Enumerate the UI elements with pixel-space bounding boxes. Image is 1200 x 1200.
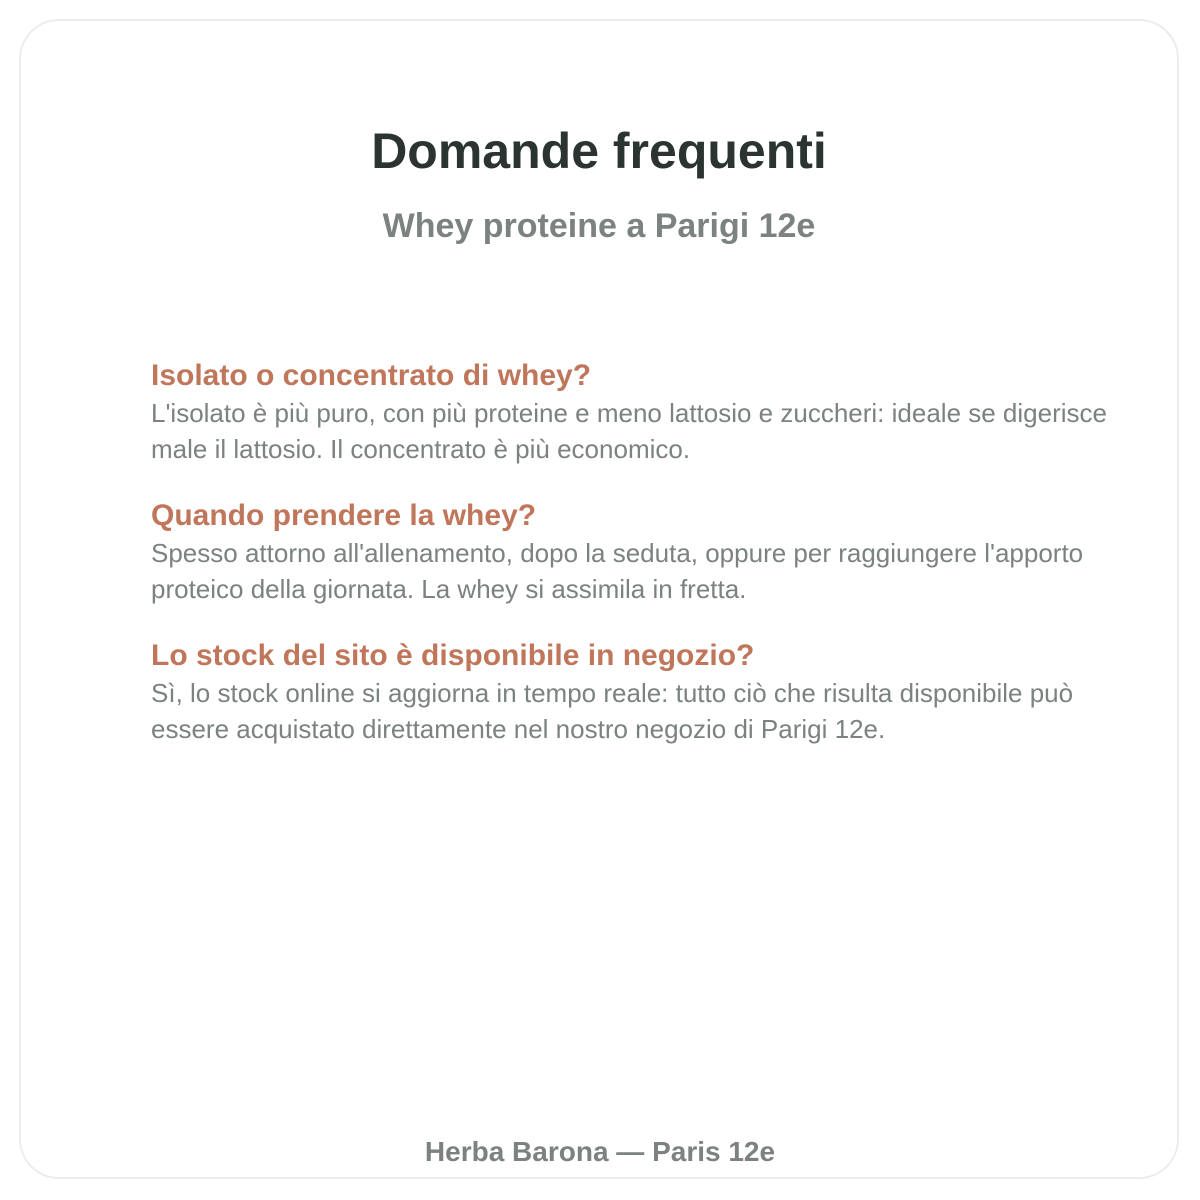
faq-answer: Spesso attorno all'allenamento, dopo la seduta, oppure per raggiungere l'apporto proteico della giornata. La whey si assimila in fretta.: [151, 538, 1084, 604]
faq-item: [151, 497, 1111, 607]
page-title: Domande frequenti: [371, 123, 827, 179]
page-subtitle: Whey proteine a Parigi 12e: [382, 207, 816, 245]
faq-question: Lo stock del sito è disponibile in negozio?: [151, 639, 755, 672]
faq-card: [19, 19, 1179, 1179]
faq-question: Isolato o concentrato di whey?: [151, 359, 592, 392]
faq-answer: L'isolato è più puro, con più proteine e meno lattosio e zuccheri: ideale se digerisce male il lattosio. Il concentrato è più economico.: [151, 398, 1107, 464]
faq-question: Quando prendere la whey?: [151, 499, 537, 532]
faq-answer: Sì, lo stock online si aggiorna in tempo reale: tutto ciò che risulta disponibile può essere acquistato direttamente nel nostro negozio di Parigi 12e.: [151, 678, 1074, 744]
footer-store-name: Herba Barona — Paris 12e: [424, 1136, 776, 1167]
faq-item: [151, 637, 1111, 747]
faq-list: [151, 357, 1111, 777]
faq-item: [151, 357, 1111, 467]
